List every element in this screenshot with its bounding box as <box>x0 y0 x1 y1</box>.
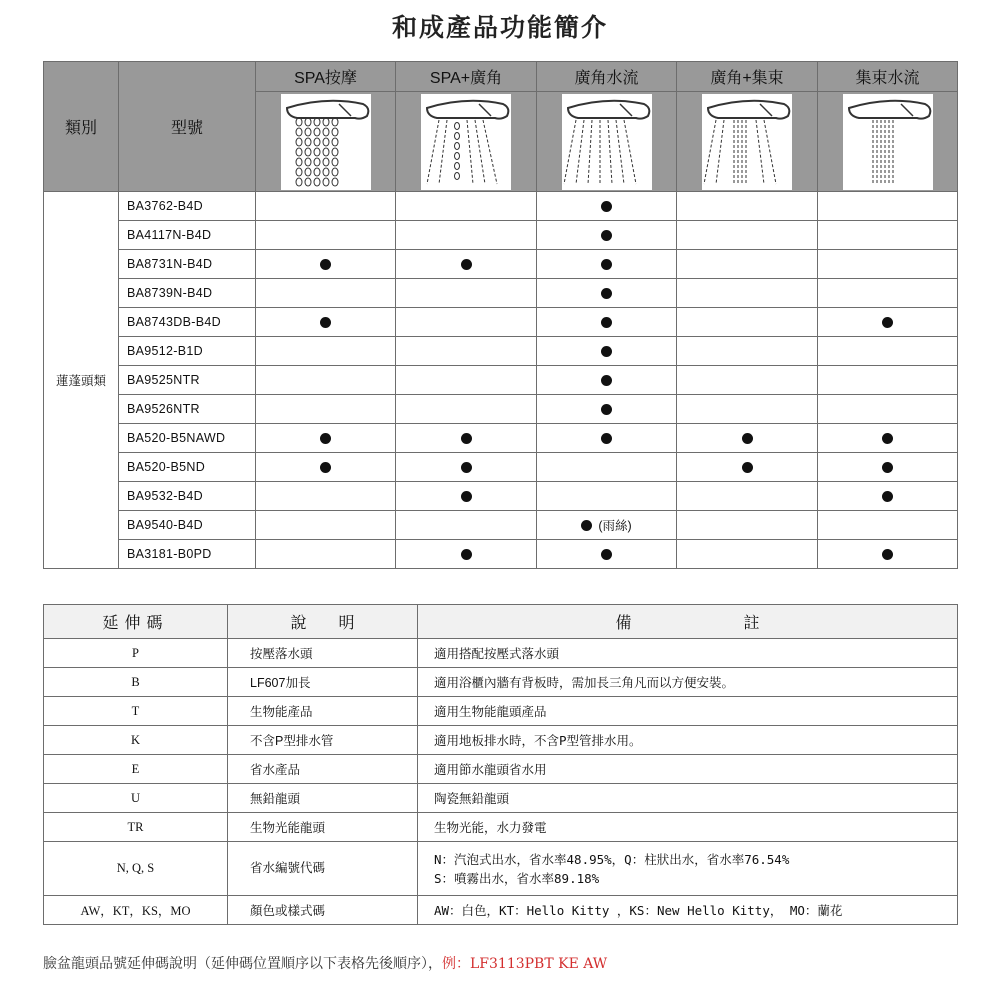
feature-cell <box>677 395 818 424</box>
feature-cell <box>818 511 958 540</box>
ext-remark-cell <box>418 784 958 813</box>
feature-dot <box>882 549 893 560</box>
model-cell: BA9532-B4D <box>119 482 256 511</box>
feature-cell <box>818 250 958 279</box>
feature-label-wide-focused: 廣角+集束 <box>677 62 818 92</box>
spa-wide-spray-icon <box>421 94 511 190</box>
feature-cell <box>537 540 677 569</box>
feature-dot <box>742 462 753 473</box>
feature-dot <box>601 230 612 241</box>
feature-dot <box>601 317 612 328</box>
ext-code-cell: E <box>44 755 228 784</box>
feature-dot <box>461 549 472 560</box>
feature-label-focused: 集束水流 <box>818 62 958 92</box>
model-cell: BA8743DB-B4D <box>119 308 256 337</box>
feature-cell <box>818 192 958 221</box>
feature-dot <box>581 520 592 531</box>
feature-cell <box>818 221 958 250</box>
feature-cell <box>256 424 396 453</box>
ext-code-cell: U <box>44 784 228 813</box>
feature-dot <box>320 259 331 270</box>
ext-header-remark: 備 註 <box>418 605 958 639</box>
ext-remark-cell <box>418 668 958 697</box>
table-row <box>44 250 958 279</box>
feature-cell <box>396 540 537 569</box>
feature-cell <box>677 337 818 366</box>
feature-cell <box>256 540 396 569</box>
ext-remark-cell <box>418 755 958 784</box>
ext-desc-cell: 按壓落水頭 <box>228 639 418 668</box>
ext-desc-cell: 生物能產品 <box>228 697 418 726</box>
feature-cell <box>537 453 677 482</box>
ext-remark-line: N：汽泡式出水，省水率48.95%，Q：柱狀出水，省水率76.54% <box>434 851 790 867</box>
table-row <box>44 424 958 453</box>
ext-code-cell: B <box>44 668 228 697</box>
ext-remark-line: 適用地板排水時，不含P型管排水用。 <box>434 733 642 748</box>
feature-note: (雨絲) <box>598 519 632 533</box>
table-row <box>44 221 958 250</box>
feature-cell <box>537 337 677 366</box>
feature-label-spa-wide: SPA+廣角 <box>396 62 537 92</box>
feature-cell <box>818 424 958 453</box>
feature-cell <box>537 424 677 453</box>
table-row <box>44 192 958 221</box>
ext-remark-cell <box>418 726 958 755</box>
feature-cell <box>396 192 537 221</box>
feature-cell <box>818 482 958 511</box>
model-cell: BA9526NTR <box>119 395 256 424</box>
table-row <box>44 482 958 511</box>
ext-header-desc: 說 明 <box>228 605 418 639</box>
feature-dot <box>601 549 612 560</box>
ext-code-cell: N, Q, S <box>44 842 228 896</box>
ext-desc-cell: LF607加長 <box>228 668 418 697</box>
table-row <box>44 511 958 540</box>
feature-dot <box>882 433 893 444</box>
feature-dot <box>601 201 612 212</box>
feature-cell <box>537 482 677 511</box>
focused-spray-icon <box>843 94 933 190</box>
feature-cell <box>677 308 818 337</box>
table-row <box>44 813 958 842</box>
footer-text: 臉盆龍頭品號延伸碼說明（延伸碼位置順序以下表格先後順序）， <box>43 956 442 972</box>
feature-dot <box>461 462 472 473</box>
table-row <box>44 668 958 697</box>
table-row <box>44 784 958 813</box>
feature-cell <box>677 424 818 453</box>
ext-remark-cell <box>418 813 958 842</box>
feature-cell <box>396 424 537 453</box>
feature-cell <box>537 511 677 540</box>
feature-cell <box>818 453 958 482</box>
ext-remark-cell <box>418 896 958 925</box>
ext-code-cell: K <box>44 726 228 755</box>
feature-cell <box>256 308 396 337</box>
category-cell: 蓮蓬頭類 <box>44 192 119 569</box>
feature-cell <box>818 540 958 569</box>
feature-dot <box>601 259 612 270</box>
footer-example: 例：LF3113PBT KE AW <box>442 956 608 972</box>
feature-dot <box>461 259 472 270</box>
feature-cell <box>256 337 396 366</box>
feature-dot <box>320 462 331 473</box>
feature-dot <box>601 346 612 357</box>
feature-cell <box>677 366 818 395</box>
feature-cell <box>818 279 958 308</box>
feature-dot <box>320 317 331 328</box>
table-row <box>44 896 958 925</box>
model-cell: BA9512-B1D <box>119 337 256 366</box>
feature-cell <box>396 250 537 279</box>
table-row <box>44 697 958 726</box>
feature-cell <box>818 337 958 366</box>
feature-cell <box>256 221 396 250</box>
feature-cell <box>677 192 818 221</box>
feature-dot <box>601 375 612 386</box>
ext-desc-cell: 無鉛龍頭 <box>228 784 418 813</box>
ext-remark-line: 適用節水龍頭省水用 <box>434 762 547 777</box>
ext-code-cell: AW，KT，KS，MO <box>44 896 228 925</box>
feature-cell <box>256 250 396 279</box>
ext-code-cell: P <box>44 639 228 668</box>
model-cell: BA9540-B4D <box>119 511 256 540</box>
ext-remark-line: 適用生物能龍頭產品 <box>434 704 547 719</box>
feature-cell <box>818 395 958 424</box>
ext-remark-line: 生物光能，水力發電 <box>434 820 547 835</box>
feature-cell <box>677 250 818 279</box>
feature-cell <box>396 395 537 424</box>
feature-dot <box>882 317 893 328</box>
feature-cell <box>677 511 818 540</box>
model-cell: BA4117N-B4D <box>119 221 256 250</box>
extension-code-table <box>43 604 958 925</box>
ext-remark-cell <box>418 842 958 896</box>
ext-desc-cell: 省水產品 <box>228 755 418 784</box>
feature-dot <box>882 491 893 502</box>
model-cell: BA520-B5ND <box>119 453 256 482</box>
table-row <box>44 453 958 482</box>
feature-cell <box>396 337 537 366</box>
feature-cell <box>396 482 537 511</box>
table-row <box>44 308 958 337</box>
feature-cell <box>677 279 818 308</box>
feature-cell <box>537 221 677 250</box>
feature-dot <box>461 433 472 444</box>
feature-dot <box>601 288 612 299</box>
ext-desc-cell: 生物光能龍頭 <box>228 813 418 842</box>
feature-cell <box>256 366 396 395</box>
feature-cell <box>537 366 677 395</box>
table-row <box>44 726 958 755</box>
ext-header-code: 延伸碼 <box>44 605 228 639</box>
feature-dot <box>601 433 612 444</box>
feature-label-spa: SPA按摩 <box>256 62 396 92</box>
table-row <box>44 540 958 569</box>
table-row <box>44 842 958 896</box>
feature-cell <box>396 308 537 337</box>
feature-cell <box>256 279 396 308</box>
table-row <box>44 755 958 784</box>
feature-dot <box>601 404 612 415</box>
model-header: 型號 <box>119 62 256 192</box>
feature-label-wide: 廣角水流 <box>537 62 677 92</box>
feature-cell <box>256 453 396 482</box>
feature-cell <box>256 511 396 540</box>
table-row <box>44 366 958 395</box>
page-title: 和成產品功能簡介 <box>391 14 608 42</box>
feature-cell <box>256 395 396 424</box>
feature-cell <box>537 279 677 308</box>
table-row <box>44 639 958 668</box>
feature-cell <box>677 540 818 569</box>
category-header: 類別 <box>44 62 119 192</box>
table-row <box>44 337 958 366</box>
ext-desc-cell: 省水編號代碼 <box>228 842 418 896</box>
ext-remark-line: 適用浴櫃內牆有背板時，需加長三角凡而以方便安裝。 <box>434 675 735 690</box>
feature-dot <box>882 462 893 473</box>
feature-dot <box>320 433 331 444</box>
feature-cell <box>537 308 677 337</box>
wide-angle-spray-icon <box>562 94 652 190</box>
ext-remark-line: 適用搭配按壓式落水頭 <box>434 646 560 661</box>
feature-cell <box>396 221 537 250</box>
feature-table <box>43 61 958 569</box>
wide-focused-spray-icon <box>702 94 792 190</box>
feature-dot <box>461 491 472 502</box>
footer-note <box>43 953 607 973</box>
spa-massage-spray-icon <box>281 94 371 190</box>
model-cell: BA3762-B4D <box>119 192 256 221</box>
feature-cell <box>537 395 677 424</box>
model-cell: BA8731N-B4D <box>119 250 256 279</box>
model-cell: BA520-B5NAWD <box>119 424 256 453</box>
feature-cell <box>677 453 818 482</box>
ext-remark-line: AW：白色，KT：Hello Kitty ，KS：New Hello Kitty， MO：蘭花 <box>434 903 843 918</box>
model-cell: BA3181-B0PD <box>119 540 256 569</box>
feature-cell <box>396 453 537 482</box>
ext-remark-line: 陶瓷無鉛龍頭 <box>434 791 510 806</box>
feature-cell <box>677 482 818 511</box>
ext-remark-cell <box>418 639 958 668</box>
ext-remark-cell <box>418 697 958 726</box>
table-row <box>44 395 958 424</box>
model-cell: BA9525NTR <box>119 366 256 395</box>
feature-cell <box>677 221 818 250</box>
ext-code-cell: TR <box>44 813 228 842</box>
ext-desc-cell: 不含P型排水管 <box>228 726 418 755</box>
feature-cell <box>818 366 958 395</box>
ext-remark-line: S：噴霧出水，省水率89.18% <box>434 870 600 886</box>
feature-cell <box>396 279 537 308</box>
ext-desc-cell: 顏色或樣式碼 <box>228 896 418 925</box>
feature-cell <box>818 308 958 337</box>
feature-cell <box>256 192 396 221</box>
model-cell: BA8739N-B4D <box>119 279 256 308</box>
feature-cell <box>256 482 396 511</box>
feature-cell <box>396 366 537 395</box>
feature-cell <box>537 192 677 221</box>
ext-code-cell: T <box>44 697 228 726</box>
feature-cell <box>396 511 537 540</box>
feature-cell <box>537 250 677 279</box>
table-row <box>44 279 958 308</box>
feature-dot <box>742 433 753 444</box>
